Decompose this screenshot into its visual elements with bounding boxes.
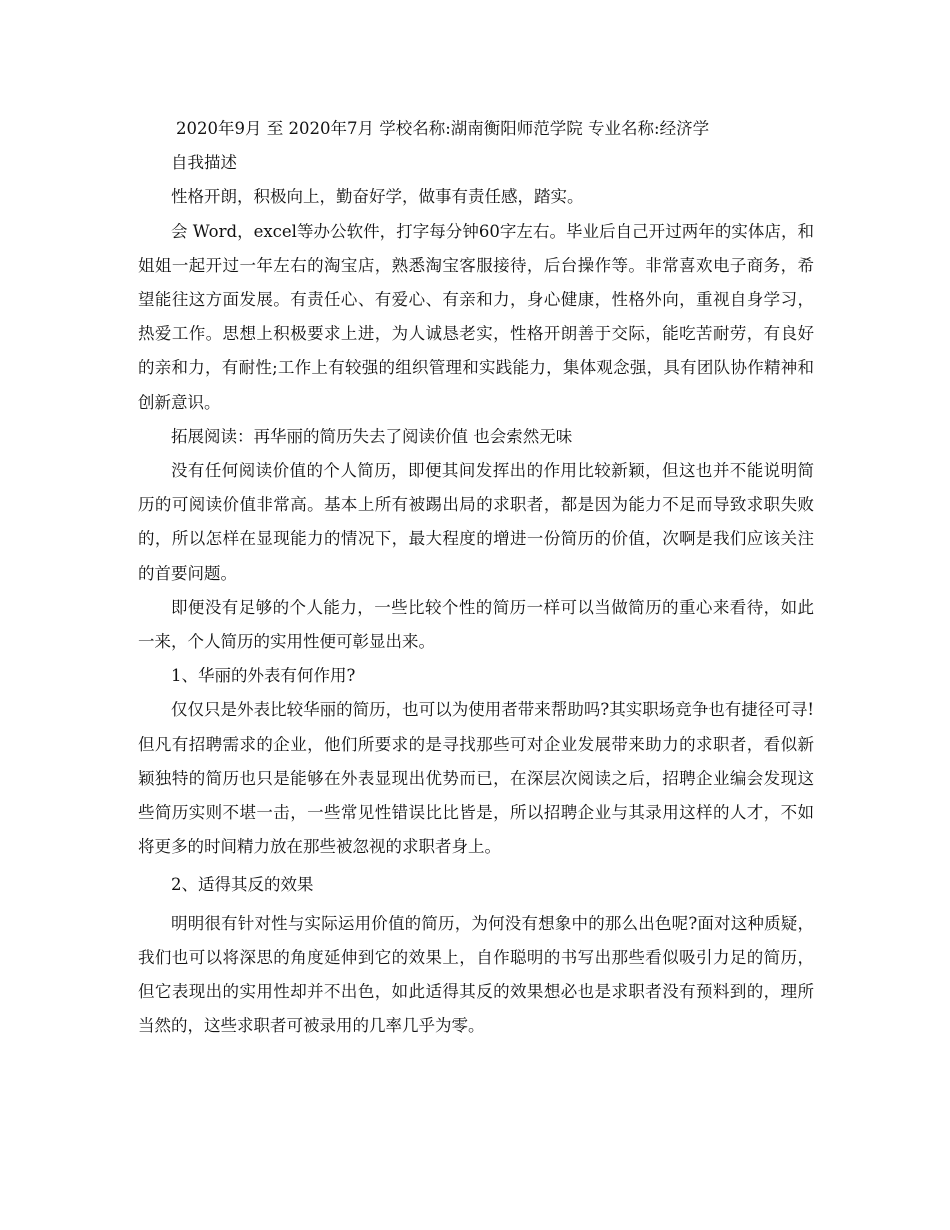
section-1-title: 1、华丽的外表有何作用? xyxy=(171,666,356,686)
education-line: 2020年9月 至 2020年7月 学校名称:湖南衡阳师范学院 专业名称:经济学 xyxy=(176,119,710,138)
section-1-body: 仅仅只是外表比较华丽的简历，也可以为使用者带来帮助吗?其实职场竞争也有捷径可寻!但凡有招聘需求的企业，他们所要求的是寻找那些可对企业发展带来助力的求职者，看似新颖独特的简历也只是能够在外表显现出优势而已，在深层次阅读之后，招聘企业编会发现这些简历实则不堪一击，一些常见性错误比比皆是，所以招聘企业与其录用这样的人才，不如将更多的时间精力放在那些被忽视的求职者身上。 xyxy=(138,700,814,857)
skills-paragraph: 会 Word，excel等办公软件，打字每分钟60字左右。毕业后自己开过两年的实体店，和姐姐一起开过一年左右的淘宝店，熟悉淘宝客服接待，后台操作等。非常喜欢电子商务，希望能往这方面发展。有责任心、有爱心、有亲和力，身心健康，性格外向，重视自身学习，热爱工作。思想上积极要求上进，为人诚恳老实，性格开朗善于交际，能吃苦耐劳，有良好的亲和力，有耐性;工作上有较强的组织管理和实践能力，集体观念强，具有团队协作精神和创新意识。 xyxy=(138,221,814,412)
intro-paragraph: 没有任何阅读价值的个人简历，即便其间发挥出的作用比较新颖，但这也并不能说明简历的可阅读价值非常高。基本上所有被踢出局的求职者，都是因为能力不足而导致求职失败的，所以怎样在显现能力的情况下，最大程度的增进一份简历的价值，次啊是我们应该关注的首要问题。 xyxy=(138,461,814,583)
self-description-heading: 自我描述 xyxy=(171,153,237,173)
extended-reading-title: 拓展阅读：再华丽的简历失去了阅读价值 也会索然无味 xyxy=(171,426,573,446)
section-2-body: 明明很有针对性与实际运用价值的简历，为何没有想象中的那么出色呢?面对这种质疑，我们也可以将深思的角度延伸到它的效果上，自作聪明的书写出那些看似吸引力足的简历，但它表现出的实用性却并不出色，如此适得其反的效果想必也是求职者没有预料到的，理所当然的，这些求职者可被录用的几率几乎为零。 xyxy=(138,913,814,1036)
personality-paragraph: 性格开朗，积极向上，勤奋好学，做事有责任感，踏实。 xyxy=(171,187,584,207)
document-body xyxy=(138,112,814,1043)
section-2-title: 2、适得其反的效果 xyxy=(171,875,314,895)
personality-resume-paragraph: 即便没有足够的个人能力，一些比较个性的简历一样可以当做简历的重心来看待，如此一来，个人简历的实用性便可彰显出来。 xyxy=(138,597,814,652)
